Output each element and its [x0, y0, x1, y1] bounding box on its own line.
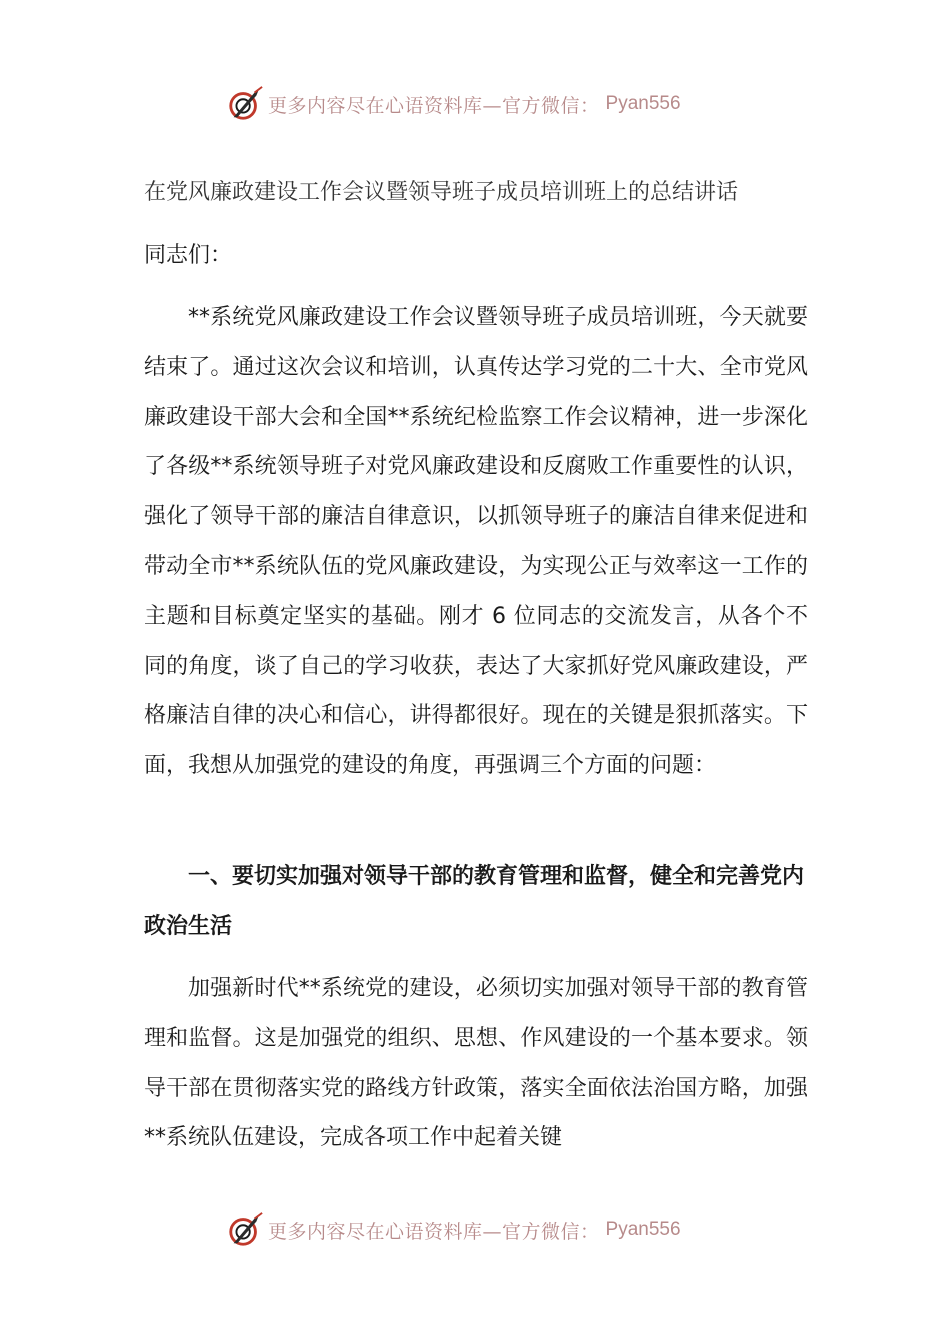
paragraph-2: 加强新时代**系统党的建设，必须切实加强对领导干部的教育管理和监督。这是加强党的组织、思想、作风建设的一个基本要求。领导干部在贯彻落实党的路线方针政策，落实全面依法治国方略，加强**系统队伍建设，完成各项工作中起着关键 [144, 976, 808, 1151]
watermark-wechat-id: Pyan556 [605, 93, 681, 114]
paragraph-1: **系统党风廉政建设工作会议暨领导班子成员培训班，今天就要结束了。通过这次会议和培训，认真传达学习党的二十大、全市党风廉政建设干部大会和全国**系统纪检监察工作会议精神，进一步深化了各级**系统领导班子对党风廉政建设和反腐败工作重要性的认识，强化了领导干部的廉洁自律意识，以抓领导班子的廉洁自律来促进和带动全市**系统队伍的党风廉政建设，为实现公正与效率这一工作的主题和目标奠定坚实的基础。刚才 6 位同志的交流发言，从各个不同的角度，谈了自己的学习收获，表达了大家抓好党风廉政建设，严格廉洁自律的决心和信心，讲得都很好。现在的关键是狠抓落实。下面，我想从加强党的建设的角度，再强调三个方面的问题： [144, 305, 808, 779]
watermark-text: 更多内容尽在心语资料库—官方微信： [268, 94, 600, 117]
salutation: 同志们： [144, 243, 233, 268]
section-heading-1: 一、要切实加强对领导干部的教育管理和监督，健全和完善党内政治生活 [144, 864, 805, 939]
body-section-1 [144, 293, 808, 791]
watermark-banner-bottom [226, 1210, 681, 1250]
body-section-2 [144, 964, 808, 1163]
watermark-wechat-id: Pyan556 [605, 1219, 681, 1240]
watermark-text: 更多内容尽在心语资料库—官方微信： [268, 1220, 600, 1243]
quill-logo-icon [226, 85, 264, 123]
document-title: 在党风廉政建设工作会议暨领导班子成员培训班上的总结讲话 [144, 180, 739, 205]
quill-logo-icon [226, 1211, 264, 1249]
watermark-banner-top [226, 84, 681, 124]
